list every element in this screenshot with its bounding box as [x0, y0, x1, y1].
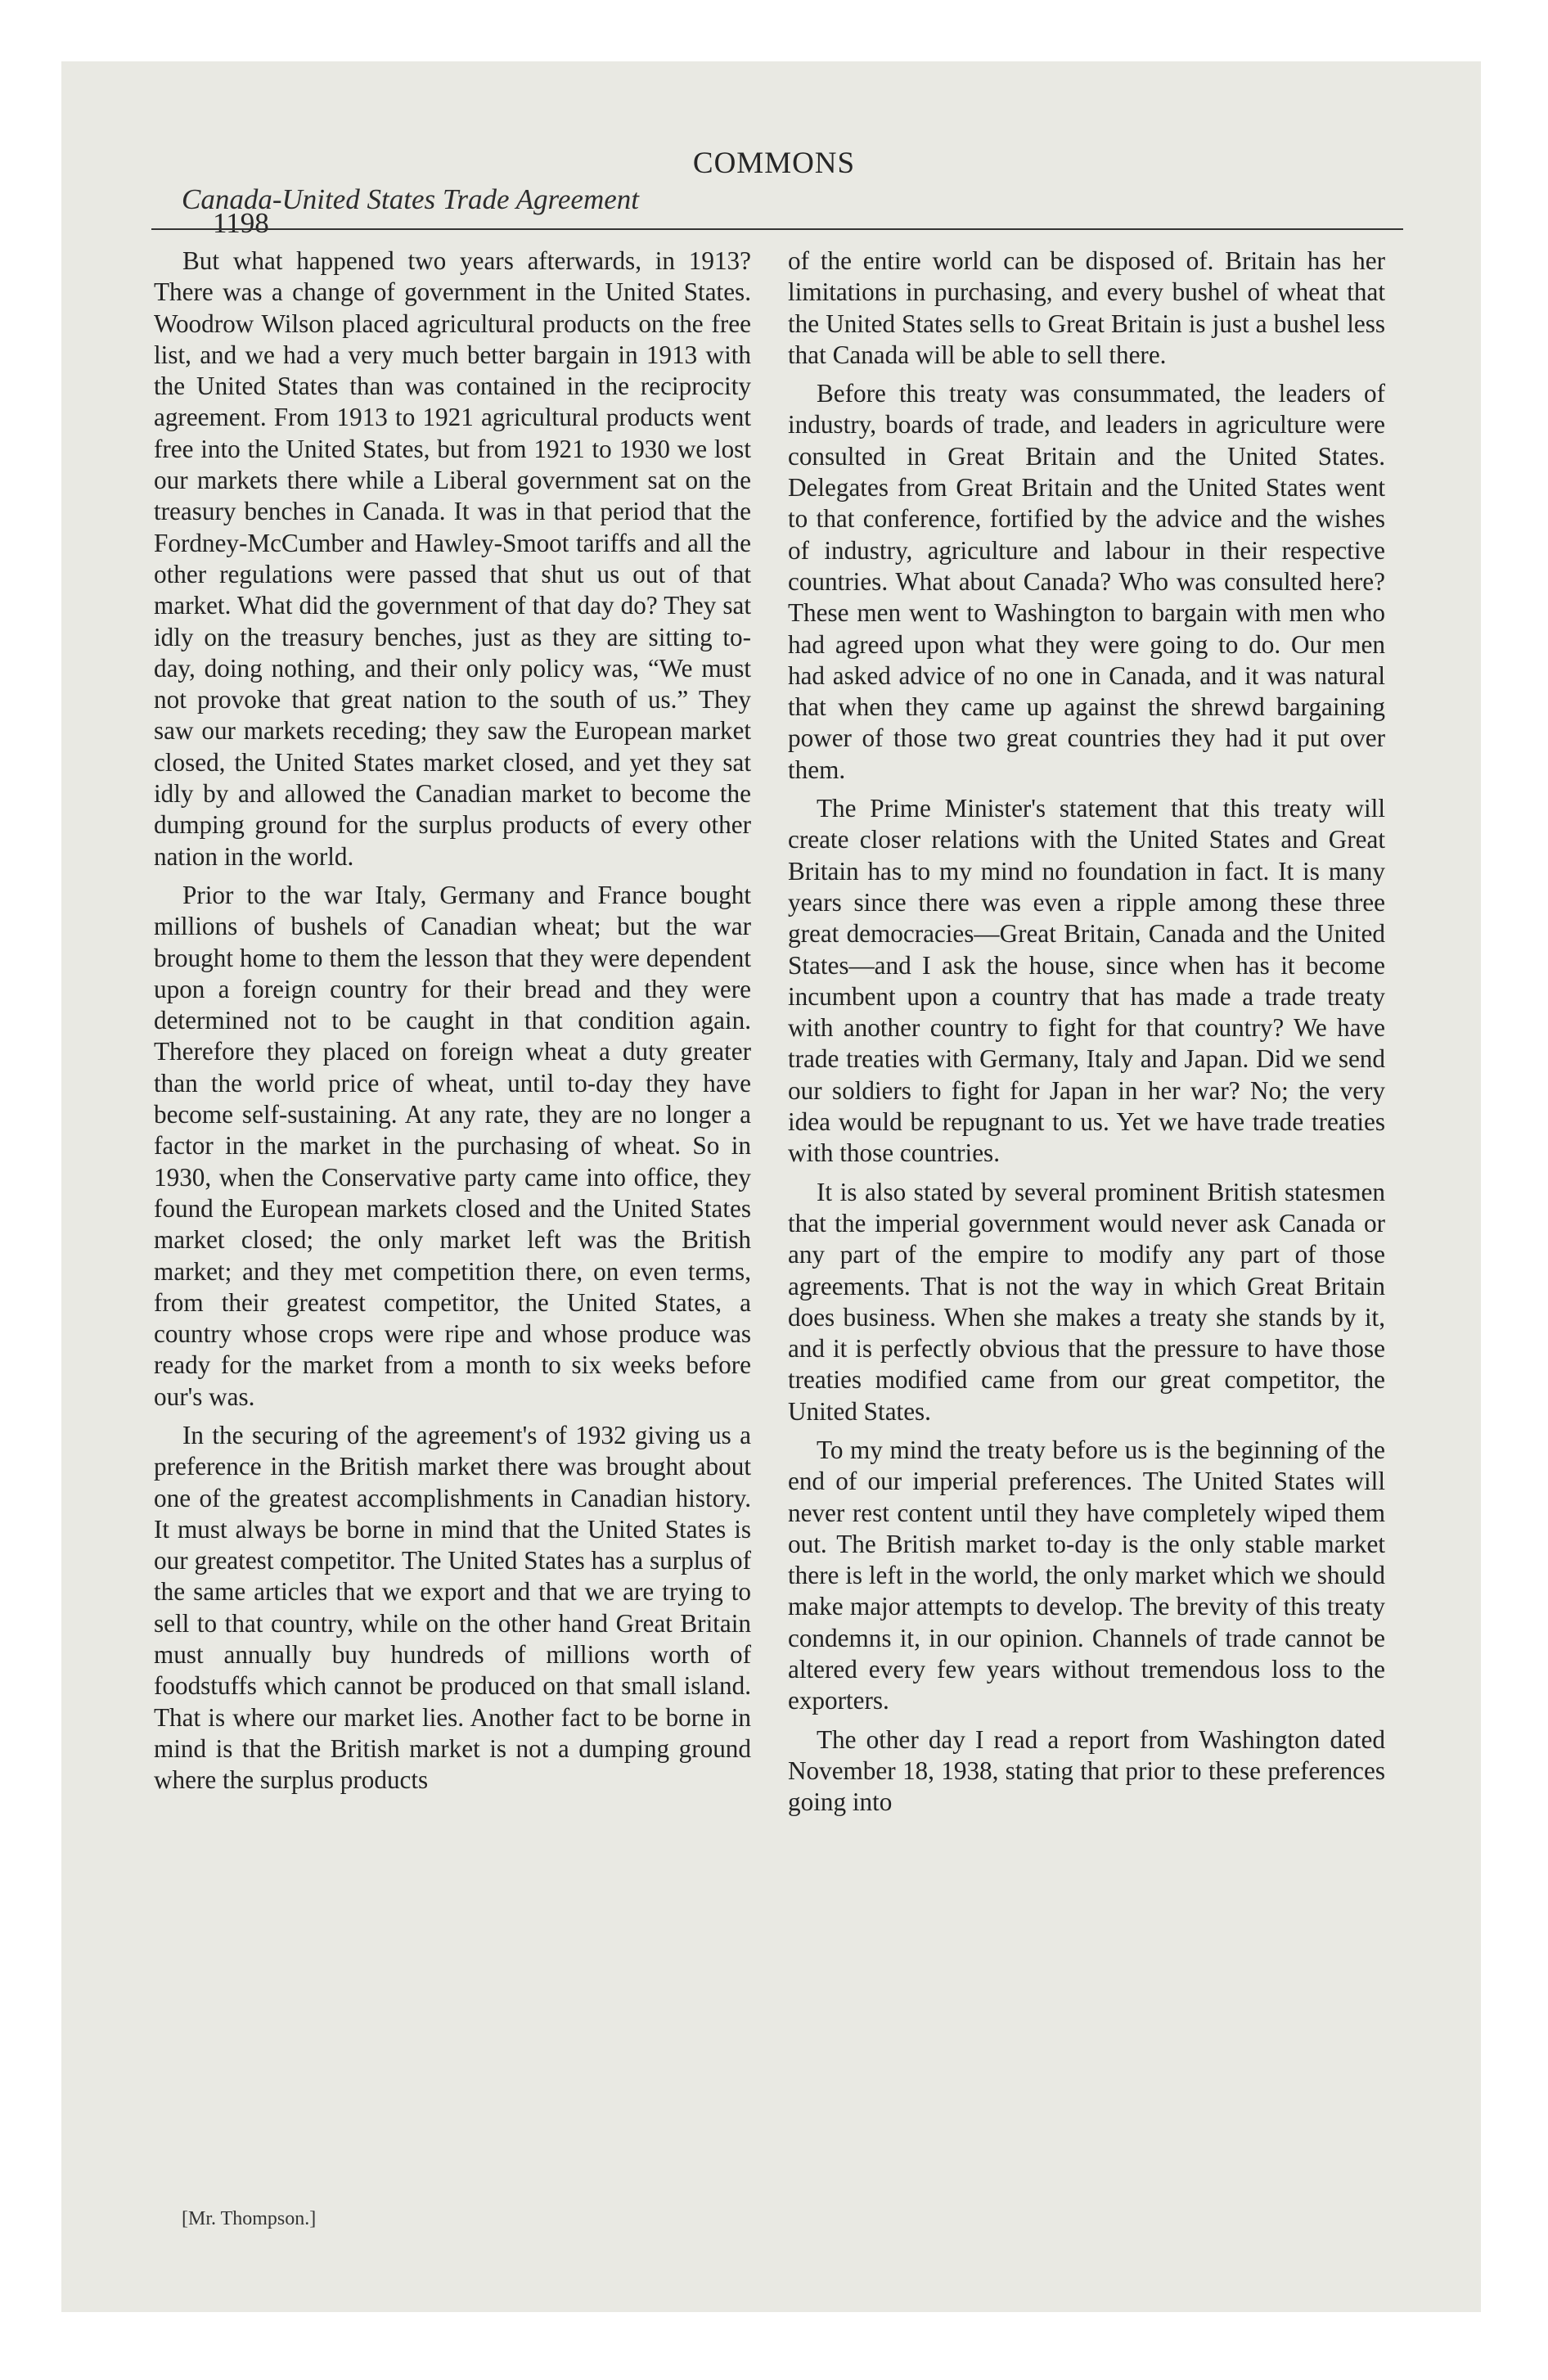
page-header-commons: COMMONS — [692, 146, 856, 180]
left-column — [154, 246, 751, 1804]
paragraph: Before this treaty was consummated, the leaders of industry, boards of trade, and leaders in agriculture were consulted in Great Britain and the United States. Delegates from Great Britain and the United States went to that conference, fortified by the advice and the wishes of industry, agriculture and labour in their respective countries. What about Canada? Who was consulted here? These men went to Washington to bargain with men who had agreed upon what they were going to do. Our men had asked advice of no one in Canada, and it was natural that when they came up against the shrewd bargaining power of those two great countries they had it put over them. — [788, 379, 1385, 784]
paragraph: But what happened two years afterwards, in 1913? There was a change of government in the United States. Woodrow Wilson placed agricultural products on the free list, and we had a very much better bargain in 1913 with the United States than was contained in the reciprocity agreement. From 1913 to 1921 agricultural products went free into the United States, but from 1921 to 1930 we lost our markets there while a Liberal government sat on the treasury benches in Canada. It was in that period that the Fordney-McCumber and Hawley-Smoot tariffs and all the other regulations were passed that shut us out of that market. What did the government of that day do? They sat idly on the treasury benches, just as they are sitting to-day, doing nothing, and their only policy was, “We must not provoke that great nation to the south of us.” They saw our markets receding; they saw the European market closed, the United States market closed, and yet they sat idly by and allowed the Canadian market to become the dumping ground for the surplus products of every other nation in the world. — [154, 246, 751, 871]
paragraph: In the securing of the agreement's of 1932 giving us a preference in the British market there was brought about one of the greatest accomplishments in Canadian history. It must always be borne in mind that the United States is our greatest competitor. The United States has a surplus of the same articles that we export and that we are trying to sell to that country, while on the other hand Great Britain must annually buy hundreds of millions worth of foodstuffs which cannot be produced on that small island. That is where our market lies. Another fact to be borne in mind is that the British market is not a dumping ground where the surplus products — [154, 1420, 751, 1795]
right-column — [788, 246, 1385, 1826]
paragraph: The other day I read a report from Washington dated November 18, 1938, stating that prior to these preferences going into — [788, 1724, 1385, 1817]
paragraph: of the entire world can be disposed of. Britain has her limitations in purchasing, and every bushel of wheat that the United States sells to Great Britain is just a bushel less that Canada will be able to sell there. — [788, 246, 1385, 369]
paragraph: To my mind the treaty before us is the beginning of the end of our imperial preferences. The United States will never rest content until they have completely wiped them out. The British market to-day is the only stable market there is left in the world, the only market which we should make major attempts to develop. The brevity of this treaty condemns it, in our opinion. Channels of trade cannot be altered every few years without tremendous loss to the exporters. — [788, 1435, 1385, 1715]
paragraph: The Prime Minister's statement that this treaty will create closer relations with the United States and Great Britain has to my mind no foundation in fact. It is many years since there was even a ripple among these three great democracies—Great Britain, Canada and the United States—and I ask the house, since when has it become incumbent upon a country that has made a trade treaty with another country to fight for that country? We have trade treaties with Germany, Italy and Japan. Did we send our soldiers to fight for Japan in her war? No; the very idea would be repugnant to us. Yet we have trade treaties with those countries. — [788, 794, 1385, 1168]
page-number: 1198 — [213, 207, 269, 239]
paragraph: It is also stated by several prominent British statesmen that the imperial government would never ask Canada or any part of the empire to modify any part of those agreements. That is not the way in which Great Britain does business. When she makes a treaty she stands by it, and it is perfectly obvious that the pressure to have those treaties modified came from our great competitor, the United States. — [788, 1177, 1385, 1426]
page-subheader: Canada-United States Trade Agreement — [182, 183, 639, 215]
header-rule — [151, 228, 1403, 230]
paragraph: Prior to the war Italy, Germany and France bought millions of bushels of Canadian wheat; but the war brought home to them the lesson that they were dependent upon a foreign country for their bread and they were determined not to be caught in that condition again. Therefore they placed on foreign wheat a duty greater than the world price of wheat, until to-day they have become self-sustaining. At any rate, they are no longer a factor in the market in the purchasing of wheat. So in 1930, when the Conservative party came into office, they found the European markets closed and the United States market closed; the only market left was the British market; and they met competition there, on even terms, from their greatest competitor, the United States, a country whose crops were ripe and whose produce was ready for the market from a month to six weeks before our's was. — [154, 880, 751, 1411]
speaker-footnote: [Mr. Thompson.] — [182, 2208, 317, 2229]
